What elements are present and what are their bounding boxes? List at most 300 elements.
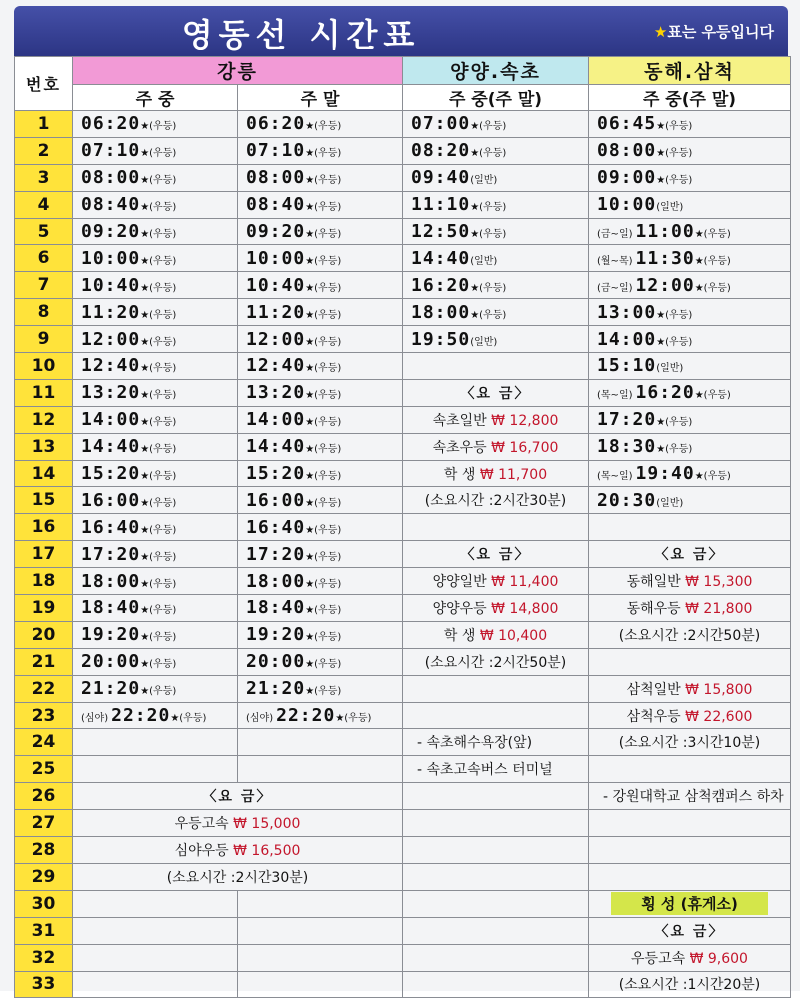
departure-time: 08:00 bbox=[597, 140, 657, 162]
departure-time: 15:20 bbox=[246, 463, 306, 485]
empty-cell bbox=[238, 944, 403, 971]
departure-time: 17:20 bbox=[597, 409, 657, 431]
departure-time: 11:20 bbox=[246, 301, 306, 323]
bus-class: ★(우등) bbox=[140, 605, 177, 617]
row-number-text: 1 bbox=[37, 113, 50, 134]
fare-label: 삼척일반 bbox=[626, 681, 686, 698]
travel-time-text: (소요시간 :2시간30분) bbox=[166, 869, 309, 886]
row-number-text: 17 bbox=[31, 544, 56, 565]
table-row bbox=[15, 917, 791, 944]
fare-label: 속초우등 bbox=[432, 439, 492, 456]
row-number-text: 21 bbox=[31, 651, 56, 672]
departure-cell bbox=[238, 595, 403, 622]
bus-class: ★(우등) bbox=[694, 390, 731, 402]
fare-cell bbox=[403, 433, 589, 460]
fare-label: 동해일반 bbox=[626, 574, 686, 591]
row-number bbox=[15, 191, 73, 218]
row-number bbox=[15, 863, 73, 890]
departure-cell bbox=[238, 299, 403, 326]
departure-cell bbox=[589, 245, 791, 272]
bus-class: ★(우등) bbox=[140, 309, 177, 321]
bus-class: ★(우등) bbox=[305, 309, 342, 321]
empty-cell bbox=[589, 863, 791, 890]
row-number-text: 19 bbox=[31, 597, 56, 618]
departure-cell bbox=[589, 379, 791, 406]
empty-cell bbox=[238, 729, 403, 756]
bus-class: ★(우등) bbox=[140, 390, 177, 402]
departure-time: 07:10 bbox=[246, 140, 306, 162]
time-condition: (금~일) bbox=[597, 282, 633, 294]
fare-price: ₩ 15,000 bbox=[233, 816, 301, 833]
departure-time: 17:20 bbox=[246, 543, 306, 565]
departure-cell bbox=[403, 245, 589, 272]
departure-time: 15:10 bbox=[597, 355, 657, 377]
bus-class: ★(우등) bbox=[140, 578, 177, 590]
fare-label: 동해우등 bbox=[626, 600, 686, 617]
fare-price: ₩ 16,700 bbox=[491, 439, 559, 456]
departure-time: 12:00 bbox=[635, 274, 695, 296]
empty-cell bbox=[403, 917, 589, 944]
departure-cell bbox=[403, 218, 589, 245]
empty-cell bbox=[589, 514, 791, 541]
departure-time: 20:00 bbox=[246, 651, 306, 673]
row-number bbox=[15, 917, 73, 944]
departure-time: 19:20 bbox=[246, 624, 306, 646]
travel-time-text: (소요시간 :2시간50분) bbox=[618, 627, 761, 644]
row-number bbox=[15, 541, 73, 568]
row-number-text: 14 bbox=[31, 463, 56, 484]
departure-cell bbox=[589, 326, 791, 353]
departure-cell bbox=[403, 111, 589, 138]
departure-cell bbox=[238, 191, 403, 218]
departure-cell bbox=[238, 272, 403, 299]
departure-time: 21:20 bbox=[81, 678, 141, 700]
empty-cell bbox=[73, 729, 238, 756]
time-condition: (목~일) bbox=[597, 390, 633, 402]
time-condition: (금~일) bbox=[597, 229, 633, 240]
timetable bbox=[14, 56, 791, 998]
stop-info-text: - 속초해수욕장(앞) bbox=[417, 735, 533, 752]
departure-time: 15:20 bbox=[81, 463, 141, 485]
bus-class: ★(우등) bbox=[694, 471, 731, 483]
row-number bbox=[15, 675, 73, 702]
departure-time: 19:20 bbox=[81, 624, 141, 646]
bus-class: ★(우등) bbox=[140, 121, 177, 133]
bus-class: ★(우등) bbox=[656, 175, 693, 187]
departure-cell bbox=[73, 568, 238, 595]
fare-cell bbox=[403, 621, 589, 648]
row-number-text: 18 bbox=[31, 571, 56, 592]
departure-time: 18:40 bbox=[246, 597, 306, 619]
empty-cell bbox=[403, 810, 589, 837]
travel-time bbox=[589, 621, 791, 648]
bus-class: ★(우등) bbox=[305, 148, 342, 160]
empty-cell bbox=[403, 353, 589, 380]
bus-class: ★(우등) bbox=[140, 255, 177, 267]
empty-cell bbox=[589, 648, 791, 675]
rest-stop-badge: 횡 성 (휴게소) bbox=[611, 892, 768, 915]
departure-cell bbox=[589, 460, 791, 487]
table-row bbox=[15, 648, 791, 675]
empty-cell bbox=[403, 837, 589, 864]
time-condition: (월~목) bbox=[597, 255, 633, 267]
table-row bbox=[15, 729, 791, 756]
row-number-text: 5 bbox=[37, 221, 50, 242]
fare-label: 학 생 bbox=[443, 466, 480, 483]
bus-class: (일반) bbox=[470, 255, 498, 267]
table-row bbox=[15, 756, 791, 783]
row-number-text: 12 bbox=[31, 409, 56, 430]
row-number-text: 28 bbox=[31, 839, 56, 860]
departure-time: 22:20 bbox=[276, 705, 336, 727]
timetable-body bbox=[15, 111, 791, 998]
departure-time: 10:00 bbox=[246, 247, 306, 269]
fare-price: ₩ 11,700 bbox=[479, 466, 548, 483]
departure-cell bbox=[73, 514, 238, 541]
fare-heading-text: 〈요 금〉 bbox=[654, 547, 725, 564]
departure-time: 18:00 bbox=[246, 570, 306, 592]
departure-cell bbox=[589, 111, 791, 138]
title-banner bbox=[14, 6, 788, 56]
bus-class: ★(우등) bbox=[140, 363, 177, 375]
table-row bbox=[15, 944, 791, 971]
fare-cell bbox=[589, 702, 791, 729]
departure-time: 06:20 bbox=[246, 113, 306, 135]
bus-class: ★(우등) bbox=[140, 686, 177, 698]
row-number bbox=[15, 971, 73, 998]
departure-cell bbox=[73, 326, 238, 353]
stop-info-text: - 속초고속버스 터미널 bbox=[417, 762, 553, 779]
departure-cell bbox=[238, 541, 403, 568]
departure-time: 12:40 bbox=[246, 355, 306, 377]
row-number-text: 20 bbox=[31, 624, 56, 645]
bus-class: ★(우등) bbox=[140, 632, 177, 644]
bus-class: ★(우등) bbox=[140, 444, 177, 456]
departure-cell bbox=[238, 675, 403, 702]
departure-time: 14:40 bbox=[81, 436, 141, 458]
bus-class: (일반) bbox=[470, 336, 498, 348]
row-number-text: 4 bbox=[37, 194, 50, 215]
row-number-text: 7 bbox=[37, 275, 50, 296]
bus-class: ★(우등) bbox=[305, 229, 342, 240]
table-row bbox=[15, 675, 791, 702]
table-row bbox=[15, 433, 791, 460]
departure-time: 10:00 bbox=[597, 194, 657, 216]
departure-time: 09:00 bbox=[597, 167, 657, 189]
bus-class: ★(우등) bbox=[140, 229, 177, 240]
row-number bbox=[15, 648, 73, 675]
travel-time-text: (소요시간 :3시간10분) bbox=[618, 735, 761, 752]
row-number bbox=[15, 568, 73, 595]
departure-time: 11:10 bbox=[411, 194, 471, 216]
bus-class: ★(우등) bbox=[470, 282, 507, 294]
departure-cell bbox=[238, 111, 403, 138]
departure-cell bbox=[238, 245, 403, 272]
row-number bbox=[15, 111, 73, 138]
row-number bbox=[15, 756, 73, 783]
fare-price: ₩ 21,800 bbox=[685, 600, 753, 617]
departure-time: 11:30 bbox=[635, 247, 695, 269]
row-number-text: 30 bbox=[31, 893, 56, 914]
departure-time: 20:00 bbox=[81, 651, 141, 673]
row-number bbox=[15, 245, 73, 272]
departure-cell bbox=[73, 379, 238, 406]
departure-cell bbox=[589, 191, 791, 218]
star-icon: ★ bbox=[653, 23, 668, 41]
table-row bbox=[15, 863, 791, 890]
fare-cell bbox=[589, 944, 791, 971]
empty-cell bbox=[403, 514, 589, 541]
departure-time: 13:20 bbox=[81, 382, 141, 404]
departure-time: 22:20 bbox=[111, 705, 171, 727]
departure-cell bbox=[73, 164, 238, 191]
bus-class: ★(우등) bbox=[140, 524, 177, 536]
departure-cell bbox=[73, 621, 238, 648]
fare-price: ₩ 22,600 bbox=[685, 708, 753, 725]
empty-cell bbox=[589, 810, 791, 837]
departure-cell bbox=[238, 326, 403, 353]
bus-class: ★(우등) bbox=[305, 605, 342, 617]
bus-class: ★(우등) bbox=[470, 309, 507, 321]
fare-cell bbox=[73, 810, 403, 837]
fare-price: ₩ 10,400 bbox=[479, 627, 548, 644]
travel-time bbox=[403, 487, 589, 514]
row-number-text: 11 bbox=[31, 382, 56, 403]
departure-cell bbox=[73, 406, 238, 433]
departure-time: 09:20 bbox=[81, 221, 141, 242]
departure-cell bbox=[238, 353, 403, 380]
bus-class: ★(우등) bbox=[305, 255, 342, 267]
departure-cell bbox=[403, 164, 589, 191]
bus-class: ★(우등) bbox=[170, 713, 207, 725]
table-row bbox=[15, 810, 791, 837]
row-number bbox=[15, 783, 73, 810]
bus-class: ★(우등) bbox=[656, 417, 693, 429]
departure-time: 18:00 bbox=[81, 570, 141, 592]
row-number-text: 27 bbox=[31, 813, 56, 834]
row-number-text: 22 bbox=[31, 678, 56, 699]
departure-cell bbox=[73, 675, 238, 702]
table-row bbox=[15, 191, 791, 218]
bus-class: ★(우등) bbox=[305, 551, 342, 563]
express-note-text: 표는 우등입니다 bbox=[667, 23, 774, 41]
departure-time: 08:40 bbox=[246, 194, 306, 216]
departure-cell bbox=[403, 137, 589, 164]
departure-cell bbox=[589, 406, 791, 433]
departure-time: 16:40 bbox=[246, 516, 306, 538]
bus-class: ★(우등) bbox=[305, 659, 342, 671]
bus-class: ★(우등) bbox=[140, 148, 177, 160]
bus-class: ★(우등) bbox=[656, 148, 693, 160]
departure-time: 12:50 bbox=[411, 221, 471, 242]
departure-time: 08:20 bbox=[411, 140, 471, 162]
bus-class: ★(우등) bbox=[470, 229, 507, 240]
departure-cell bbox=[73, 487, 238, 514]
departure-cell bbox=[238, 514, 403, 541]
departure-time: 14:00 bbox=[246, 409, 306, 431]
row-number-text: 29 bbox=[31, 866, 56, 887]
fare-cell bbox=[589, 675, 791, 702]
row-number bbox=[15, 379, 73, 406]
bus-class: ★(우등) bbox=[470, 202, 507, 214]
fare-price: ₩ 15,800 bbox=[685, 681, 753, 698]
bus-class: ★(우등) bbox=[656, 121, 693, 133]
row-number-text: 8 bbox=[37, 302, 50, 323]
table-row bbox=[15, 702, 791, 729]
row-number-text: 15 bbox=[31, 490, 56, 511]
empty-cell bbox=[403, 863, 589, 890]
table-row bbox=[15, 353, 791, 380]
departure-time: 16:00 bbox=[246, 489, 306, 511]
travel-time bbox=[589, 971, 791, 998]
header-donghae-samcheok: 동해.삼척 bbox=[589, 57, 791, 85]
bus-class: ★(우등) bbox=[305, 632, 342, 644]
departure-time: 06:45 bbox=[597, 113, 657, 135]
bus-class: ★(우등) bbox=[335, 713, 372, 725]
departure-time: 09:20 bbox=[246, 221, 306, 242]
row-number-text: 26 bbox=[31, 786, 56, 807]
row-number bbox=[15, 406, 73, 433]
departure-time: 07:00 bbox=[411, 113, 471, 135]
fare-label: 양양일반 bbox=[432, 574, 492, 591]
departure-cell bbox=[73, 702, 238, 729]
departure-cell bbox=[238, 218, 403, 245]
travel-time-text: (소요시간 :2시간50분) bbox=[424, 654, 567, 671]
departure-time: 09:40 bbox=[411, 167, 471, 189]
empty-cell bbox=[403, 702, 589, 729]
bus-class: ★(우등) bbox=[656, 336, 693, 348]
row-number bbox=[15, 621, 73, 648]
header-weekday-weekend: 주 중(주 말) bbox=[589, 85, 791, 111]
row-number-text: 9 bbox=[37, 329, 50, 350]
row-number bbox=[15, 137, 73, 164]
table-row bbox=[15, 487, 791, 514]
departure-time: 10:00 bbox=[81, 247, 141, 269]
departure-cell bbox=[589, 164, 791, 191]
departure-time: 13:20 bbox=[246, 382, 306, 404]
row-number bbox=[15, 218, 73, 245]
stop-info bbox=[403, 756, 589, 783]
fare-heading bbox=[73, 783, 403, 810]
row-number-text: 32 bbox=[31, 947, 56, 968]
departure-time: 14:40 bbox=[411, 247, 471, 269]
fare-cell bbox=[589, 568, 791, 595]
time-condition: (심야) bbox=[246, 713, 274, 725]
fare-label: 삼척우등 bbox=[626, 708, 686, 725]
departure-cell bbox=[238, 568, 403, 595]
empty-cell bbox=[73, 944, 238, 971]
bus-class: ★(우등) bbox=[305, 471, 342, 483]
fare-label: 우등고속 bbox=[174, 816, 234, 833]
empty-cell bbox=[238, 971, 403, 998]
departure-time: 13:00 bbox=[597, 301, 657, 323]
fare-heading bbox=[403, 379, 589, 406]
departure-cell bbox=[238, 621, 403, 648]
empty-cell bbox=[73, 890, 238, 917]
departure-time: 20:30 bbox=[597, 489, 657, 511]
bus-class: ★(우등) bbox=[656, 444, 693, 456]
header-weekday-weekend: 주 중(주 말) bbox=[403, 85, 589, 111]
empty-cell bbox=[403, 675, 589, 702]
row-number-text: 3 bbox=[37, 167, 50, 188]
departure-time: 08:00 bbox=[81, 167, 141, 189]
row-number bbox=[15, 810, 73, 837]
departure-cell bbox=[589, 433, 791, 460]
departure-cell bbox=[403, 326, 589, 353]
departure-time: 21:20 bbox=[246, 678, 306, 700]
row-number-text: 25 bbox=[31, 759, 56, 780]
bus-class: ★(우등) bbox=[140, 417, 177, 429]
bus-class: ★(우등) bbox=[305, 282, 342, 294]
fare-price: ₩ 16,500 bbox=[233, 842, 301, 859]
fare-heading bbox=[589, 541, 791, 568]
empty-cell bbox=[73, 756, 238, 783]
header-number: 번호 bbox=[15, 57, 73, 111]
bus-class: ★(우등) bbox=[140, 282, 177, 294]
departure-time: 14:00 bbox=[81, 409, 141, 431]
table-row bbox=[15, 272, 791, 299]
page-title: 영동선 시간표 bbox=[181, 16, 421, 54]
bus-class: ★(우등) bbox=[305, 524, 342, 536]
table-row bbox=[15, 568, 791, 595]
departure-time: 16:20 bbox=[411, 274, 471, 296]
departure-cell bbox=[589, 487, 791, 514]
fare-label: 심야우등 bbox=[174, 842, 234, 859]
table-row bbox=[15, 406, 791, 433]
departure-cell bbox=[73, 460, 238, 487]
fare-cell bbox=[403, 460, 589, 487]
empty-cell bbox=[238, 756, 403, 783]
bus-class: ★(우등) bbox=[694, 282, 731, 294]
fare-price: ₩ 9,600 bbox=[689, 950, 748, 967]
fare-heading bbox=[589, 917, 791, 944]
departure-time: 18:00 bbox=[411, 301, 471, 323]
row-number bbox=[15, 164, 73, 191]
departure-time: 10:40 bbox=[246, 274, 306, 296]
empty-cell bbox=[403, 944, 589, 971]
departure-cell bbox=[589, 299, 791, 326]
row-number bbox=[15, 595, 73, 622]
fare-heading-text: 〈요 금〉 bbox=[654, 923, 725, 940]
bus-class: ★(우등) bbox=[305, 363, 342, 375]
rest-stop-cell bbox=[589, 890, 791, 917]
fare-label: 학 생 bbox=[443, 627, 480, 644]
fare-heading-text: 〈요 금〉 bbox=[460, 547, 531, 564]
fare-price: ₩ 14,800 bbox=[491, 600, 559, 617]
fare-heading bbox=[403, 541, 589, 568]
departure-cell bbox=[238, 487, 403, 514]
travel-time bbox=[403, 648, 589, 675]
row-number bbox=[15, 353, 73, 380]
departure-time: 14:00 bbox=[597, 328, 657, 350]
header-weekend: 주 말 bbox=[238, 85, 403, 111]
departure-time: 06:20 bbox=[81, 113, 141, 135]
table-row bbox=[15, 783, 791, 810]
row-number bbox=[15, 326, 73, 353]
departure-time: 16:20 bbox=[635, 382, 695, 404]
departure-cell bbox=[589, 218, 791, 245]
row-number bbox=[15, 299, 73, 326]
table-row bbox=[15, 621, 791, 648]
departure-time: 10:40 bbox=[81, 274, 141, 296]
table-row bbox=[15, 137, 791, 164]
table-row bbox=[15, 460, 791, 487]
header-weekday: 주 중 bbox=[73, 85, 238, 111]
bus-class: ★(우등) bbox=[305, 121, 342, 133]
row-number bbox=[15, 460, 73, 487]
bus-class: ★(우등) bbox=[305, 497, 342, 509]
row-number bbox=[15, 433, 73, 460]
